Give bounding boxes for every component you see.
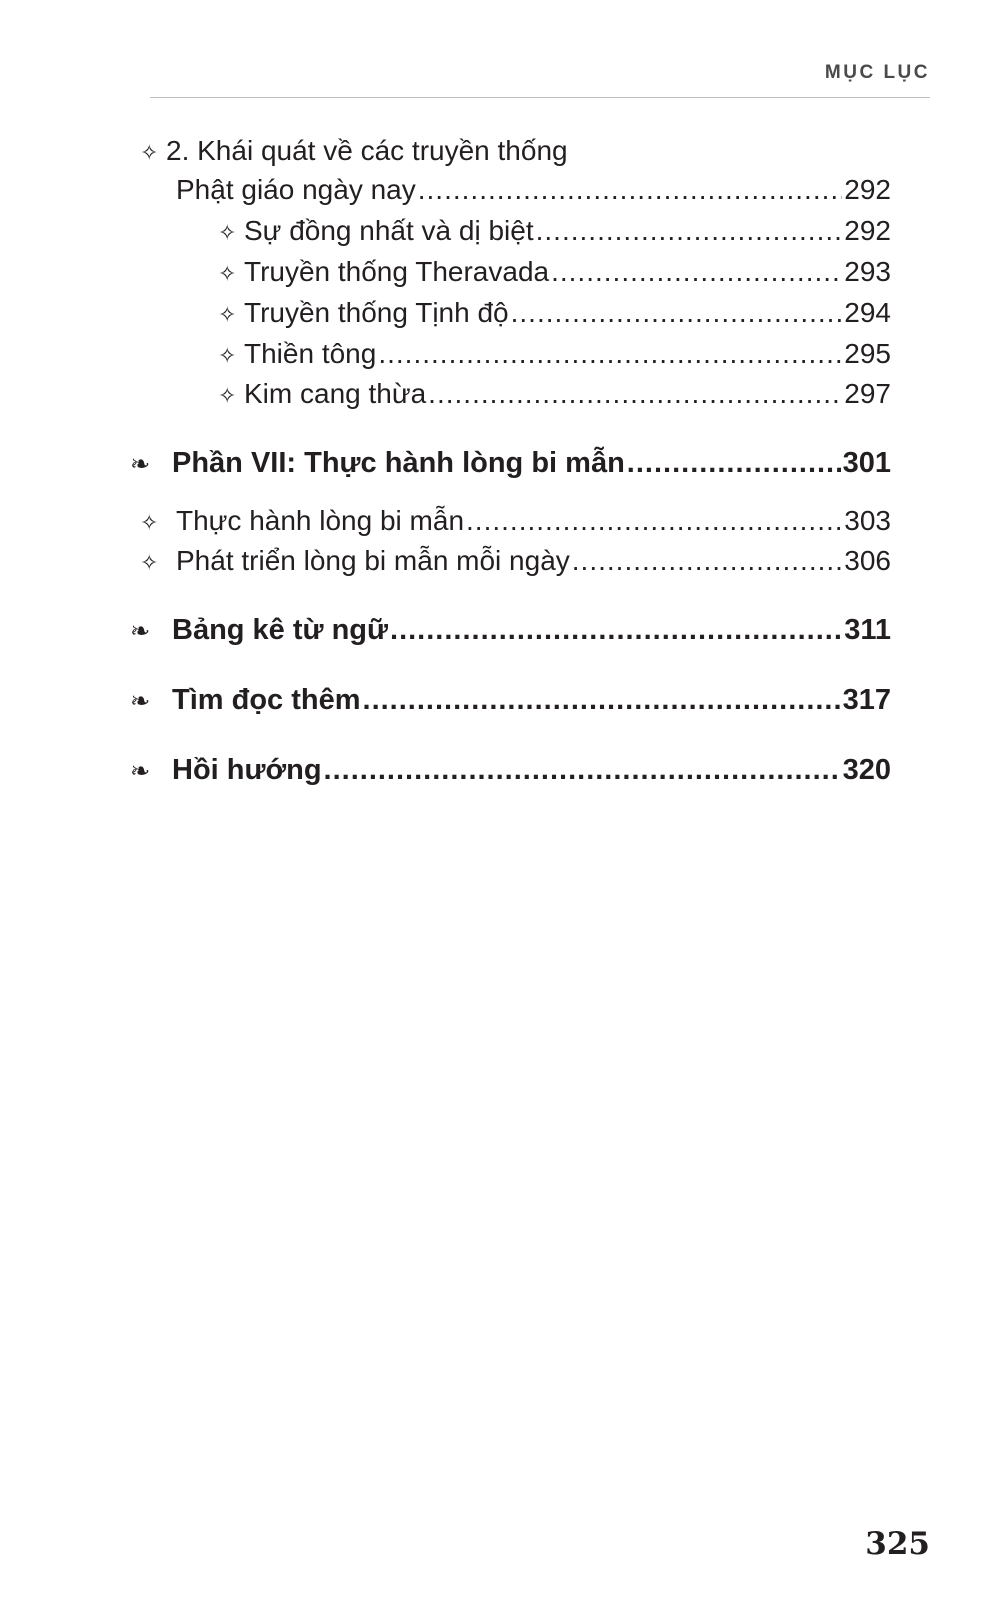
leader-dots (536, 215, 843, 247)
leader-dots (390, 614, 842, 647)
toc-entry[interactable] (140, 505, 891, 537)
star-bullet-icon: ✧ (218, 220, 237, 245)
leader-dots (324, 754, 841, 787)
leader-dots (627, 447, 841, 480)
toc-part-entry[interactable] (130, 754, 891, 787)
running-header (150, 60, 930, 98)
toc-entry[interactable] (218, 215, 891, 247)
toc-part-entry[interactable] (130, 447, 891, 480)
star-bullet-icon: ✧ (218, 261, 237, 286)
toc-entry-title: Phát triển lòng bi mẫn mỗi ngày (176, 545, 570, 576)
leader-dots (572, 545, 843, 577)
toc-entry-title: Thực hành lòng bi mẫn (176, 505, 465, 536)
toc-page-number: 295 (844, 338, 891, 369)
toc-page-number: 306 (844, 545, 891, 576)
star-bullet-icon: ✧ (218, 383, 237, 408)
star-bullet-icon: ✧ (218, 343, 237, 368)
toc-page-number: 294 (844, 297, 891, 328)
toc-entry-title: 2. Khái quát về các truyền thống (166, 135, 568, 166)
page-number: 325 (865, 1526, 930, 1562)
toc-entry[interactable] (140, 545, 891, 577)
toc-part-title: Phần VII: Thực hành lòng bi mẫn (172, 447, 625, 479)
toc-part-title: Hồi hướng (172, 754, 322, 786)
toc-part-title: Bảng kê từ ngữ (172, 614, 389, 646)
toc-part-entry[interactable] (130, 684, 891, 717)
toc-page-number: 293 (844, 256, 891, 287)
star-bullet-icon: ✧ (218, 302, 237, 327)
leader-dots (428, 378, 842, 410)
star-bullet-icon: ✧ (140, 550, 159, 575)
toc-entry[interactable] (218, 297, 891, 329)
toc-entry-title: Thiền tông (244, 338, 377, 369)
fleuron-icon: ❧ (130, 618, 151, 645)
toc-entry[interactable] (218, 338, 891, 370)
toc-entry[interactable] (218, 256, 891, 288)
header-title: MỤC LỤC (824, 62, 930, 83)
toc-page-number: 317 (842, 684, 891, 716)
fleuron-icon: ❧ (130, 758, 151, 785)
leader-dots (466, 505, 842, 537)
toc-entry[interactable] (176, 174, 891, 206)
star-bullet-icon: ✧ (140, 140, 159, 165)
toc-page-number: 292 (844, 174, 891, 205)
leader-dots (551, 256, 842, 288)
toc-entry-title: Truyền thống Tịnh độ (244, 297, 509, 328)
toc-part-title: Tìm đọc thêm (172, 684, 361, 716)
toc-entry-title: Truyền thống Theravada (244, 256, 550, 287)
fleuron-icon: ❧ (130, 451, 151, 478)
toc-page-number: 297 (844, 378, 891, 409)
toc-entry[interactable] (218, 378, 891, 410)
toc-entry-line (140, 135, 568, 167)
toc-page-number: 320 (842, 754, 891, 786)
toc-page-number: 303 (844, 505, 891, 536)
leader-dots (363, 684, 841, 717)
toc-page-number: 301 (842, 447, 891, 479)
toc-part-entry[interactable] (130, 614, 891, 647)
toc-page-number: 292 (844, 215, 891, 246)
toc-entry-title: Kim cang thừa (244, 378, 427, 409)
fleuron-icon: ❧ (130, 688, 151, 715)
toc-entry-title: Sự đồng nhất và dị biệt (244, 215, 534, 246)
star-bullet-icon: ✧ (140, 510, 159, 535)
leader-dots (511, 297, 843, 329)
toc-entry-title: Phật giáo ngày nay (176, 174, 416, 205)
leader-dots (378, 338, 842, 370)
toc-page-number: 311 (844, 614, 891, 646)
leader-dots (418, 174, 843, 206)
